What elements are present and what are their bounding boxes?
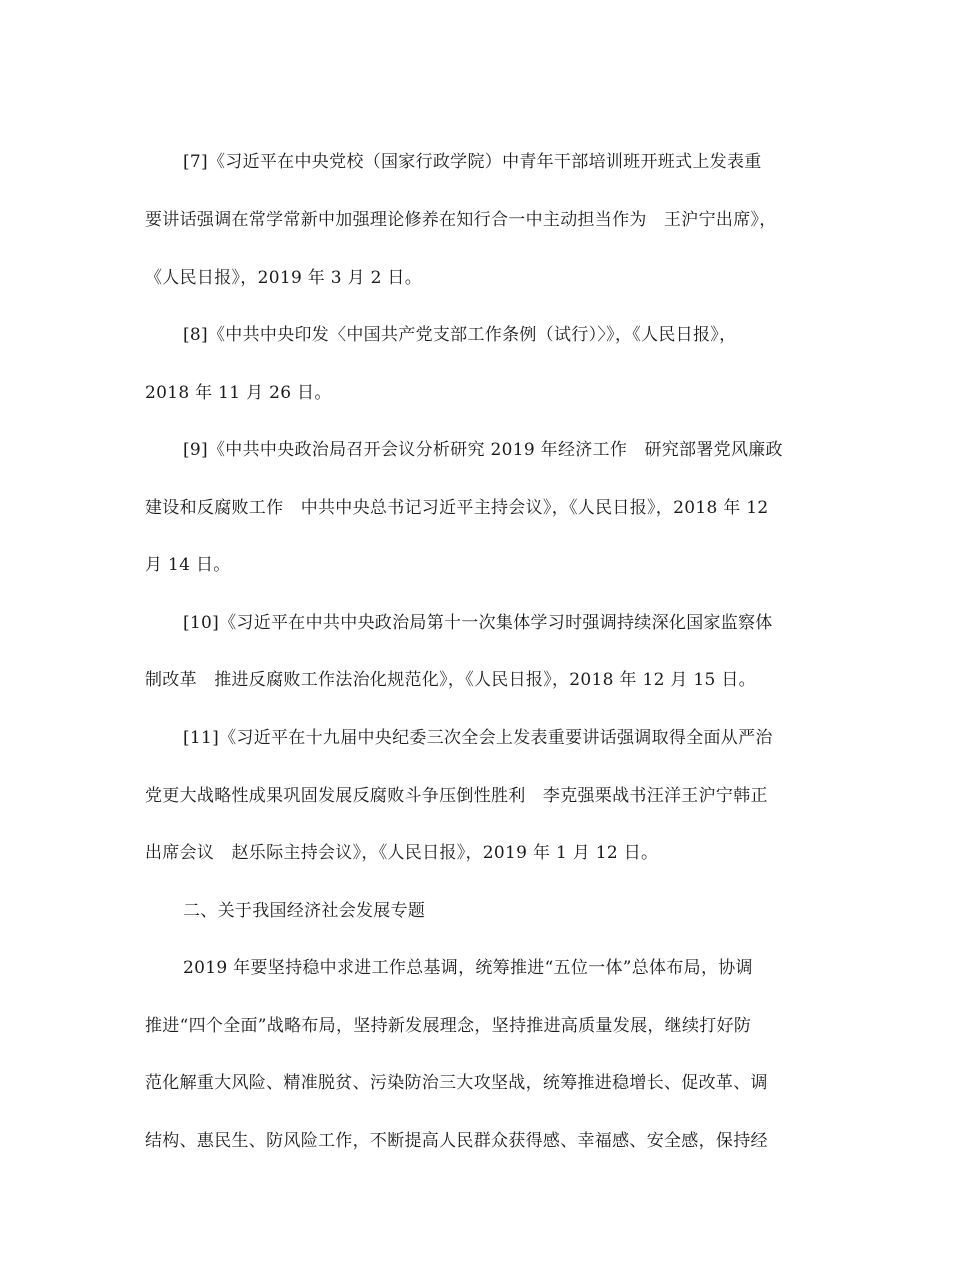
ref-11-line-1: [11]《习近平在十九届中央纪委三次全会上发表重要讲话强调取得全面从严治 bbox=[183, 728, 773, 748]
section-heading: 二、关于我国经济社会发展专题 bbox=[183, 901, 426, 921]
body-paragraph-line-3: 范化解重大风险、精准脱贫、污染防治三大攻坚战，统筹推进稳增长、促改革、调 bbox=[145, 1073, 768, 1093]
ref-8-line-1: [8]《中共中央印发〈中国共产党支部工作条例（试行）〉》，《人民日报》， bbox=[183, 325, 737, 345]
body-paragraph-line-1: 2019 年要坚持稳中求进工作总基调，统筹推进“五位一体”总体布局，协调 bbox=[183, 958, 753, 978]
body-paragraph-line-2: 推进“四个全面”战略布局，坚持新发展理念，坚持推进高质量发展，继续打好防 bbox=[145, 1016, 752, 1036]
ref-7-line-3: 《人民日报》，2019 年 3 月 2 日。 bbox=[145, 268, 423, 288]
ref-11-line-2: 党更大战略性成果巩固发展反腐败斗争压倒性胜利 李克强栗战书汪洋王沪宁韩正 bbox=[145, 786, 768, 806]
ref-9-line-3: 月 14 日。 bbox=[145, 555, 231, 575]
ref-9-line-1: [9]《中共中央政治局召开会议分析研究 2019 年经济工作 研究部署党风廉政 bbox=[183, 440, 783, 460]
ref-10-line-2: 制改革 推进反腐败工作法治化规范化》，《人民日报》，2018 年 12 月 15 日。 bbox=[145, 670, 756, 690]
ref-10-line-1: [10]《习近平在中共中央政治局第十一次集体学习时强调持续深化国家监察体 bbox=[183, 613, 773, 633]
ref-8-line-2: 2018 年 11 月 26 日。 bbox=[145, 383, 332, 403]
ref-11-line-3: 出席会议 赵乐际主持会议》，《人民日报》，2019 年 1 月 12 日。 bbox=[145, 843, 659, 863]
body-paragraph-line-4: 结构、惠民生、防风险工作，不断提高人民群众获得感、幸福感、安全感，保持经 bbox=[145, 1131, 768, 1151]
ref-9-line-2: 建设和反腐败工作 中共中央总书记习近平主持会议》，《人民日报》，2018 年 12 bbox=[145, 498, 769, 518]
ref-7-line-2: 要讲话强调在常学常新中加强理论修养在知行合一中主动担当作为 王沪宁出席》， bbox=[145, 210, 777, 230]
ref-7-line-1: [7]《习近平在中央党校（国家行政学院）中青年干部培训班开班式上发表重 bbox=[183, 152, 762, 172]
